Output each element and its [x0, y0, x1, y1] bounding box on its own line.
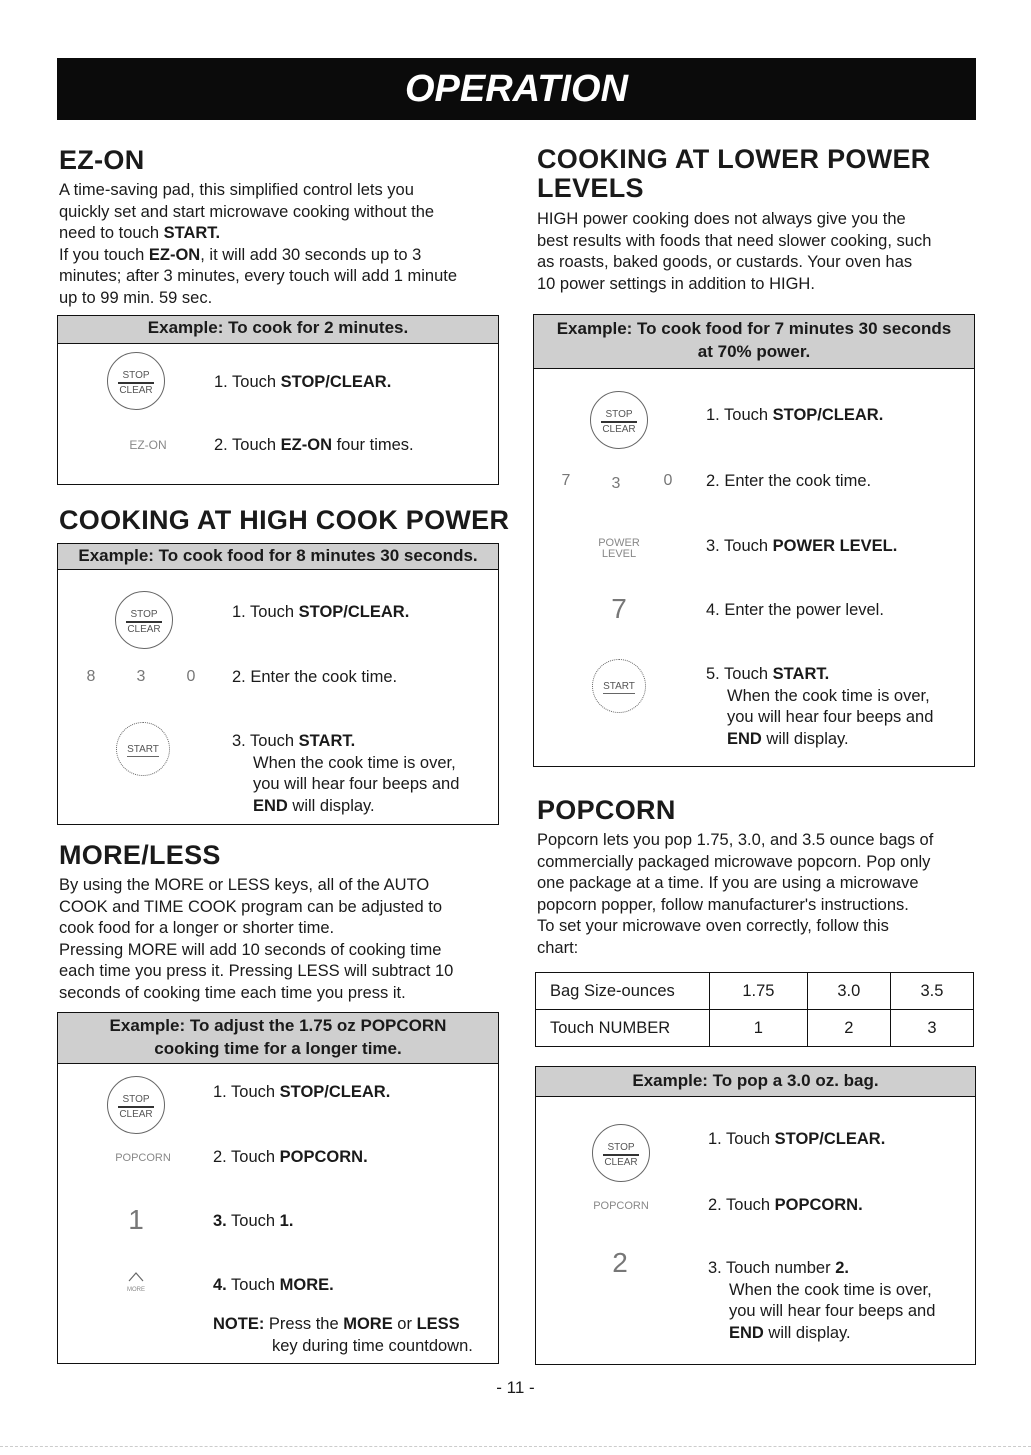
step-5: 5. Touch START. When the cook time is over, you will hear four beeps and END will display. [706, 665, 934, 748]
page-number: - 11 - [496, 1378, 535, 1397]
note: NOTE: Press the MORE or LESS key during time countdown. [213, 1315, 473, 1355]
paragraph-line: Popcorn lets you pop 1.75, 3.0, and 3.5 ounce bags of [537, 831, 934, 849]
paragraph-line: cook food for a longer or shorter time. [59, 919, 335, 938]
stop-clear-key-icon: STOP CLEAR [592, 1124, 650, 1182]
step-1: 1. Touch STOP/CLEAR. [708, 1130, 886, 1148]
table-cell: 2 [807, 1010, 890, 1047]
popcorn-key-icon: POPCORN [115, 1152, 171, 1164]
step-1: 1. Touch STOP/CLEAR. [706, 406, 884, 424]
step-1: 1. Touch STOP/CLEAR. [213, 1083, 391, 1101]
divider [0, 1446, 1031, 1447]
more-less-example-box [57, 1012, 499, 1364]
table-cell: 3.5 [890, 973, 973, 1010]
paragraph-line: chart: [537, 938, 579, 957]
digit-3-key: 3 [136, 668, 146, 685]
paragraph-line: as roasts, baked goods, or custards. Your oven has [537, 253, 913, 272]
step-3: 3. Touch 1. [213, 1212, 294, 1230]
number-7-key: 7 [611, 593, 627, 624]
chevron-up-icon [127, 1270, 145, 1282]
step-1: 1. Touch STOP/CLEAR. [214, 373, 392, 391]
lower-power-heading: COOKING AT LOWER POWER LEVELS [537, 144, 931, 203]
popcorn-section [537, 795, 977, 960]
digit-0-key: 0 [186, 668, 196, 685]
table-cell: 3.0 [807, 973, 890, 1010]
table-row [536, 973, 974, 1010]
more-key-icon: MORE [121, 1269, 151, 1293]
more-less-heading: MORE/LESS [59, 840, 221, 870]
start-key-icon: START [592, 659, 646, 713]
paragraph-line: need to touch START. [59, 224, 221, 243]
table-row [536, 1010, 974, 1047]
paragraph-line: Pressing MORE will add 10 seconds of cooking time [59, 940, 442, 959]
step-3: 3. Touch number 2. When the cook time is over, you will hear four beeps and END will display. [708, 1259, 936, 1342]
step-1: 1. Touch STOP/CLEAR. [232, 603, 410, 621]
step-2: 2. Touch EZ-ON four times. [214, 436, 414, 454]
popcorn-heading: POPCORN [537, 795, 676, 825]
table-cell: 1.75 [710, 973, 808, 1010]
stop-clear-key-icon: STOP CLEAR [107, 352, 165, 410]
ez-on-heading: EZ-ON [59, 145, 145, 175]
paragraph-line: best results with foods that need slower cooking, such [537, 231, 932, 250]
step-4: 4. Touch MORE. [213, 1276, 334, 1294]
table-cell: Touch NUMBER [536, 1010, 710, 1047]
number-2-key: 2 [612, 1247, 628, 1278]
table-cell: Bag Size-ounces [536, 973, 710, 1010]
lower-power-example-box [533, 314, 975, 767]
paragraph-line: To set your microwave oven correctly, follow this [537, 917, 889, 936]
step-3: 3. Touch START. When the cook time is over, you will hear four beeps and END will display. [232, 732, 460, 815]
high-power-heading: COOKING AT HIGH COOK POWER [59, 505, 510, 535]
power-level-key-icon: POWER LEVEL [598, 537, 640, 560]
step-2: 2. Enter the cook time. [706, 472, 872, 490]
example-title: Example: To cook food for 7 minutes 30 seconds at 70% power. [534, 315, 974, 369]
step-2: 2. Enter the cook time. [232, 668, 398, 686]
example-title: Example: To pop a 3.0 oz. bag. [536, 1067, 975, 1097]
paragraph-line: By using the MORE or LESS keys, all of the AUTO [59, 876, 430, 894]
more-less-section [59, 840, 499, 1005]
table-cell: 1 [710, 1010, 808, 1047]
paragraph-line: quickly set and start microwave cooking without the [59, 202, 435, 221]
page-banner: OPERATION [57, 58, 976, 120]
ez-on-text [59, 180, 499, 310]
example-title: Example: To cook food for 8 minutes 30 seconds. [58, 544, 498, 570]
paragraph-line: HIGH power cooking does not always give you the [537, 210, 906, 228]
step-2: 2. Touch POPCORN. [708, 1196, 863, 1214]
example-title: Example: To cook for 2 minutes. [58, 316, 498, 344]
popcorn-key-icon: POPCORN [593, 1200, 649, 1212]
ez-on-section [59, 145, 499, 310]
digit-0-key: 0 [663, 472, 673, 489]
paragraph-line: commercially packaged microwave popcorn. Pop only [537, 852, 931, 871]
paragraph-line: If you touch EZ-ON, it will add 30 seconds up to 3 [59, 245, 422, 264]
paragraph-line: up to 99 min. 59 sec. [59, 288, 213, 307]
start-key-icon: START [116, 722, 170, 776]
paragraph-line: 10 power settings in addition to HIGH. [537, 274, 815, 293]
paragraph-line: one package at a time. If you are using a microwave [537, 874, 919, 893]
paragraph-line: popcorn popper, follow manufacturer's instructions. [537, 895, 909, 914]
digit-3-key: 3 [611, 475, 621, 492]
example-title: Example: To adjust the 1.75 oz POPCORN cooking time for a longer time. [58, 1013, 498, 1064]
step-4: 4. Enter the power level. [706, 601, 884, 619]
stop-clear-key-icon: STOP CLEAR [115, 591, 173, 649]
paragraph-line: minutes; after 3 minutes, every touch will add 1 minute [59, 267, 458, 286]
digit-7-key: 7 [561, 472, 571, 489]
step-2: 2. Touch POPCORN. [213, 1148, 368, 1166]
step-3: 3. Touch POWER LEVEL. [706, 537, 898, 555]
table-cell: 3 [890, 1010, 973, 1047]
ez-on-example-box [57, 315, 499, 485]
high-power-example-box [57, 543, 499, 825]
ez-on-key-icon: EZ-ON [129, 438, 167, 452]
stop-clear-key-icon: STOP CLEAR [107, 1076, 165, 1134]
popcorn-chart-table [535, 972, 974, 1047]
number-1-key: 1 [128, 1204, 144, 1235]
paragraph-line: A time-saving pad, this simplified control lets you [59, 181, 414, 199]
stop-clear-key-icon: STOP CLEAR [590, 391, 648, 449]
popcorn-example-box [535, 1066, 976, 1365]
digit-8-key: 8 [86, 668, 96, 685]
lower-power-section [537, 145, 977, 295]
paragraph-line: seconds of cooking time each time you press it. [59, 983, 406, 1002]
paragraph-line: COOK and TIME COOK program can be adjusted to [59, 897, 443, 916]
paragraph-line: each time you press it. Pressing LESS will subtract 10 [59, 962, 454, 981]
